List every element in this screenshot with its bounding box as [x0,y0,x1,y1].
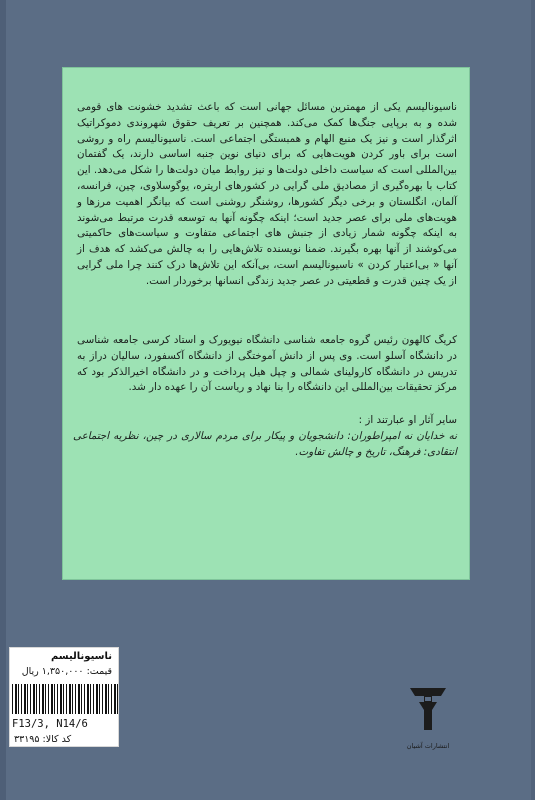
book-description: ناسیونالیسم یکی از مهمترین مسائل جهانی است که باعث تشدید خشونت های قومی شده و به برپایی جنگ‌ها کمک می‌کند. همچنین بر تعریف حقوق شهروندی دموکراتیک اثرگذار است و نیز یک منبع الهام و همبستگی اجتماعی است. ناسیونالیسم راه و روشی است برای باور کردن هویت‌هایی که برای دنیای نوین جنبه اساسی دارند، یک گفتمان بین‌المللی است که سیاست داخلی دولت‌ها و نیز روابط میان دولت‌ها را شکل می‌دهد. این کتاب با بهره‌گیری از مصادیق ملی گرایی در کشورهای اریتره، یوگوسلاوی، چین، فرانسه، آلمان، انگلستان و برخی دیگر کشورها، روشنگر روشنی است که بیانگر اهمیت مرزها و هویت‌های ملی برای عصر جدید است؛ اینکه چگونه آنها به توسعه قدرت مرتبط می‌شوند به اینکه چگونه شمار زیادی از جنبش های اجتماعی متفاوت و سیاست‌های حاکمیتی می‌کوشند از آنها بهره بگیرند. ضمنا نویسنده تلاش‌هایی را به چالش می‌کشد که هدف از آنها « بی‌اعتبار کردن » ناسیونالیسم است، بی‌آنکه این تلاش‌ها درک کنند چرا ملی گرایی از یک چنین قدرت و قطعیتی در عصر جدید زندگی انسانها برخوردار است. [77,101,457,287]
label-classification-code: F13/3, N14/6 [12,718,88,730]
label-price: قیمت: ۱,۳۵۰,۰۰۰ ریال [21,666,112,677]
price-label-sticker [9,647,119,747]
label-book-title: ناسیونالیسم [50,651,112,662]
other-works-list: نه خدایان نه امپراطوران: دانشجویان و پیکار برای مردم سالاری در چین، نظریه اجتماعی انتقادی: فرهنگ، تاریخ و چالش تفاوت. [73,429,457,458]
barcode [12,684,118,714]
other-works-section [73,413,457,460]
cover-right-edge [531,0,535,800]
other-works-title: سایر آثار او عبارتند از : [358,414,457,426]
back-cover-text-panel [62,67,470,580]
cover-spine-edge [0,0,6,800]
publisher-logo-icon [408,684,448,734]
author-bio: کریگ کالهون رئیس گروه جامعه شناسی دانشگاه نیویورک و استاد کرسی جامعه شناسی در دانشگاه آسلو است. وی پس از دانش آموختگی از دانشگاه آکسفورد، سالیان دراز به تدریس در دانشگاه کارولینای شمالی و چپل هیل پرداخت و در دانشگاه اخیرالذکر بود که مرکز تحقیقات بین‌المللی این دانشگاه را بنا نهاد و ریاست آن را عهده دار شد. [77,334,457,394]
label-goods-code: کد کالا: ۳۳۱۹۵ [14,734,72,745]
publisher-name: انتشارات آشیان [406,742,450,750]
